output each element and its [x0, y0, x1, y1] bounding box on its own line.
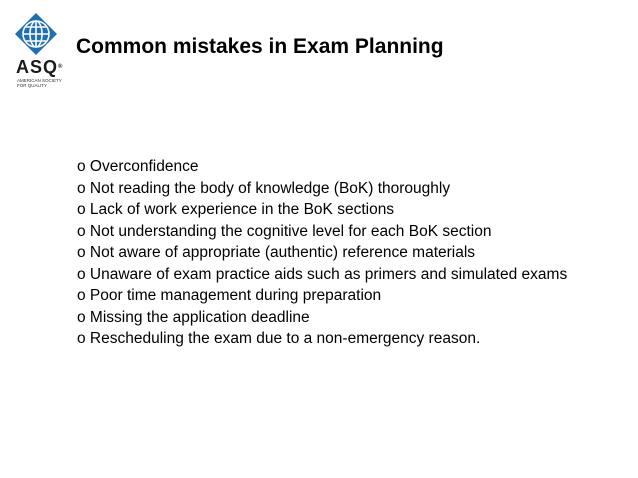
bullet-item: o Not aware of appropriate (authentic) reference materials [77, 244, 476, 261]
bullet-item: o Not reading the body of knowledge (BoK) thoroughly [77, 179, 451, 197]
bullet-list [77, 156, 597, 350]
bullet-item: o Rescheduling the exam due to a non-emergency reason. [77, 330, 481, 347]
logo-wordmark [16, 58, 62, 76]
slide-title: Common mistakes in Exam Planning [76, 35, 444, 58]
bullet-item: o Unaware of exam practice aids such as primers and simulated exams [77, 265, 568, 283]
logo-trademark: ® [58, 64, 63, 70]
bullet-item: o Overconfidence [77, 158, 199, 175]
bullet-item: o Missing the application deadline [77, 308, 310, 326]
logo-wordmark-text: ASQ [16, 57, 59, 77]
bullet-item: o Lack of work experience in the BoK sections [77, 201, 395, 218]
globe-icon [14, 12, 58, 56]
bullet-item: o Not understanding the cognitive level for each BoK section [77, 222, 492, 240]
bullet-item: o Poor time management during preparation [77, 287, 382, 304]
logo-society-text: AMERICAN SOCIETY FOR QUALITY [17, 78, 62, 88]
asq-logo [14, 12, 66, 92]
